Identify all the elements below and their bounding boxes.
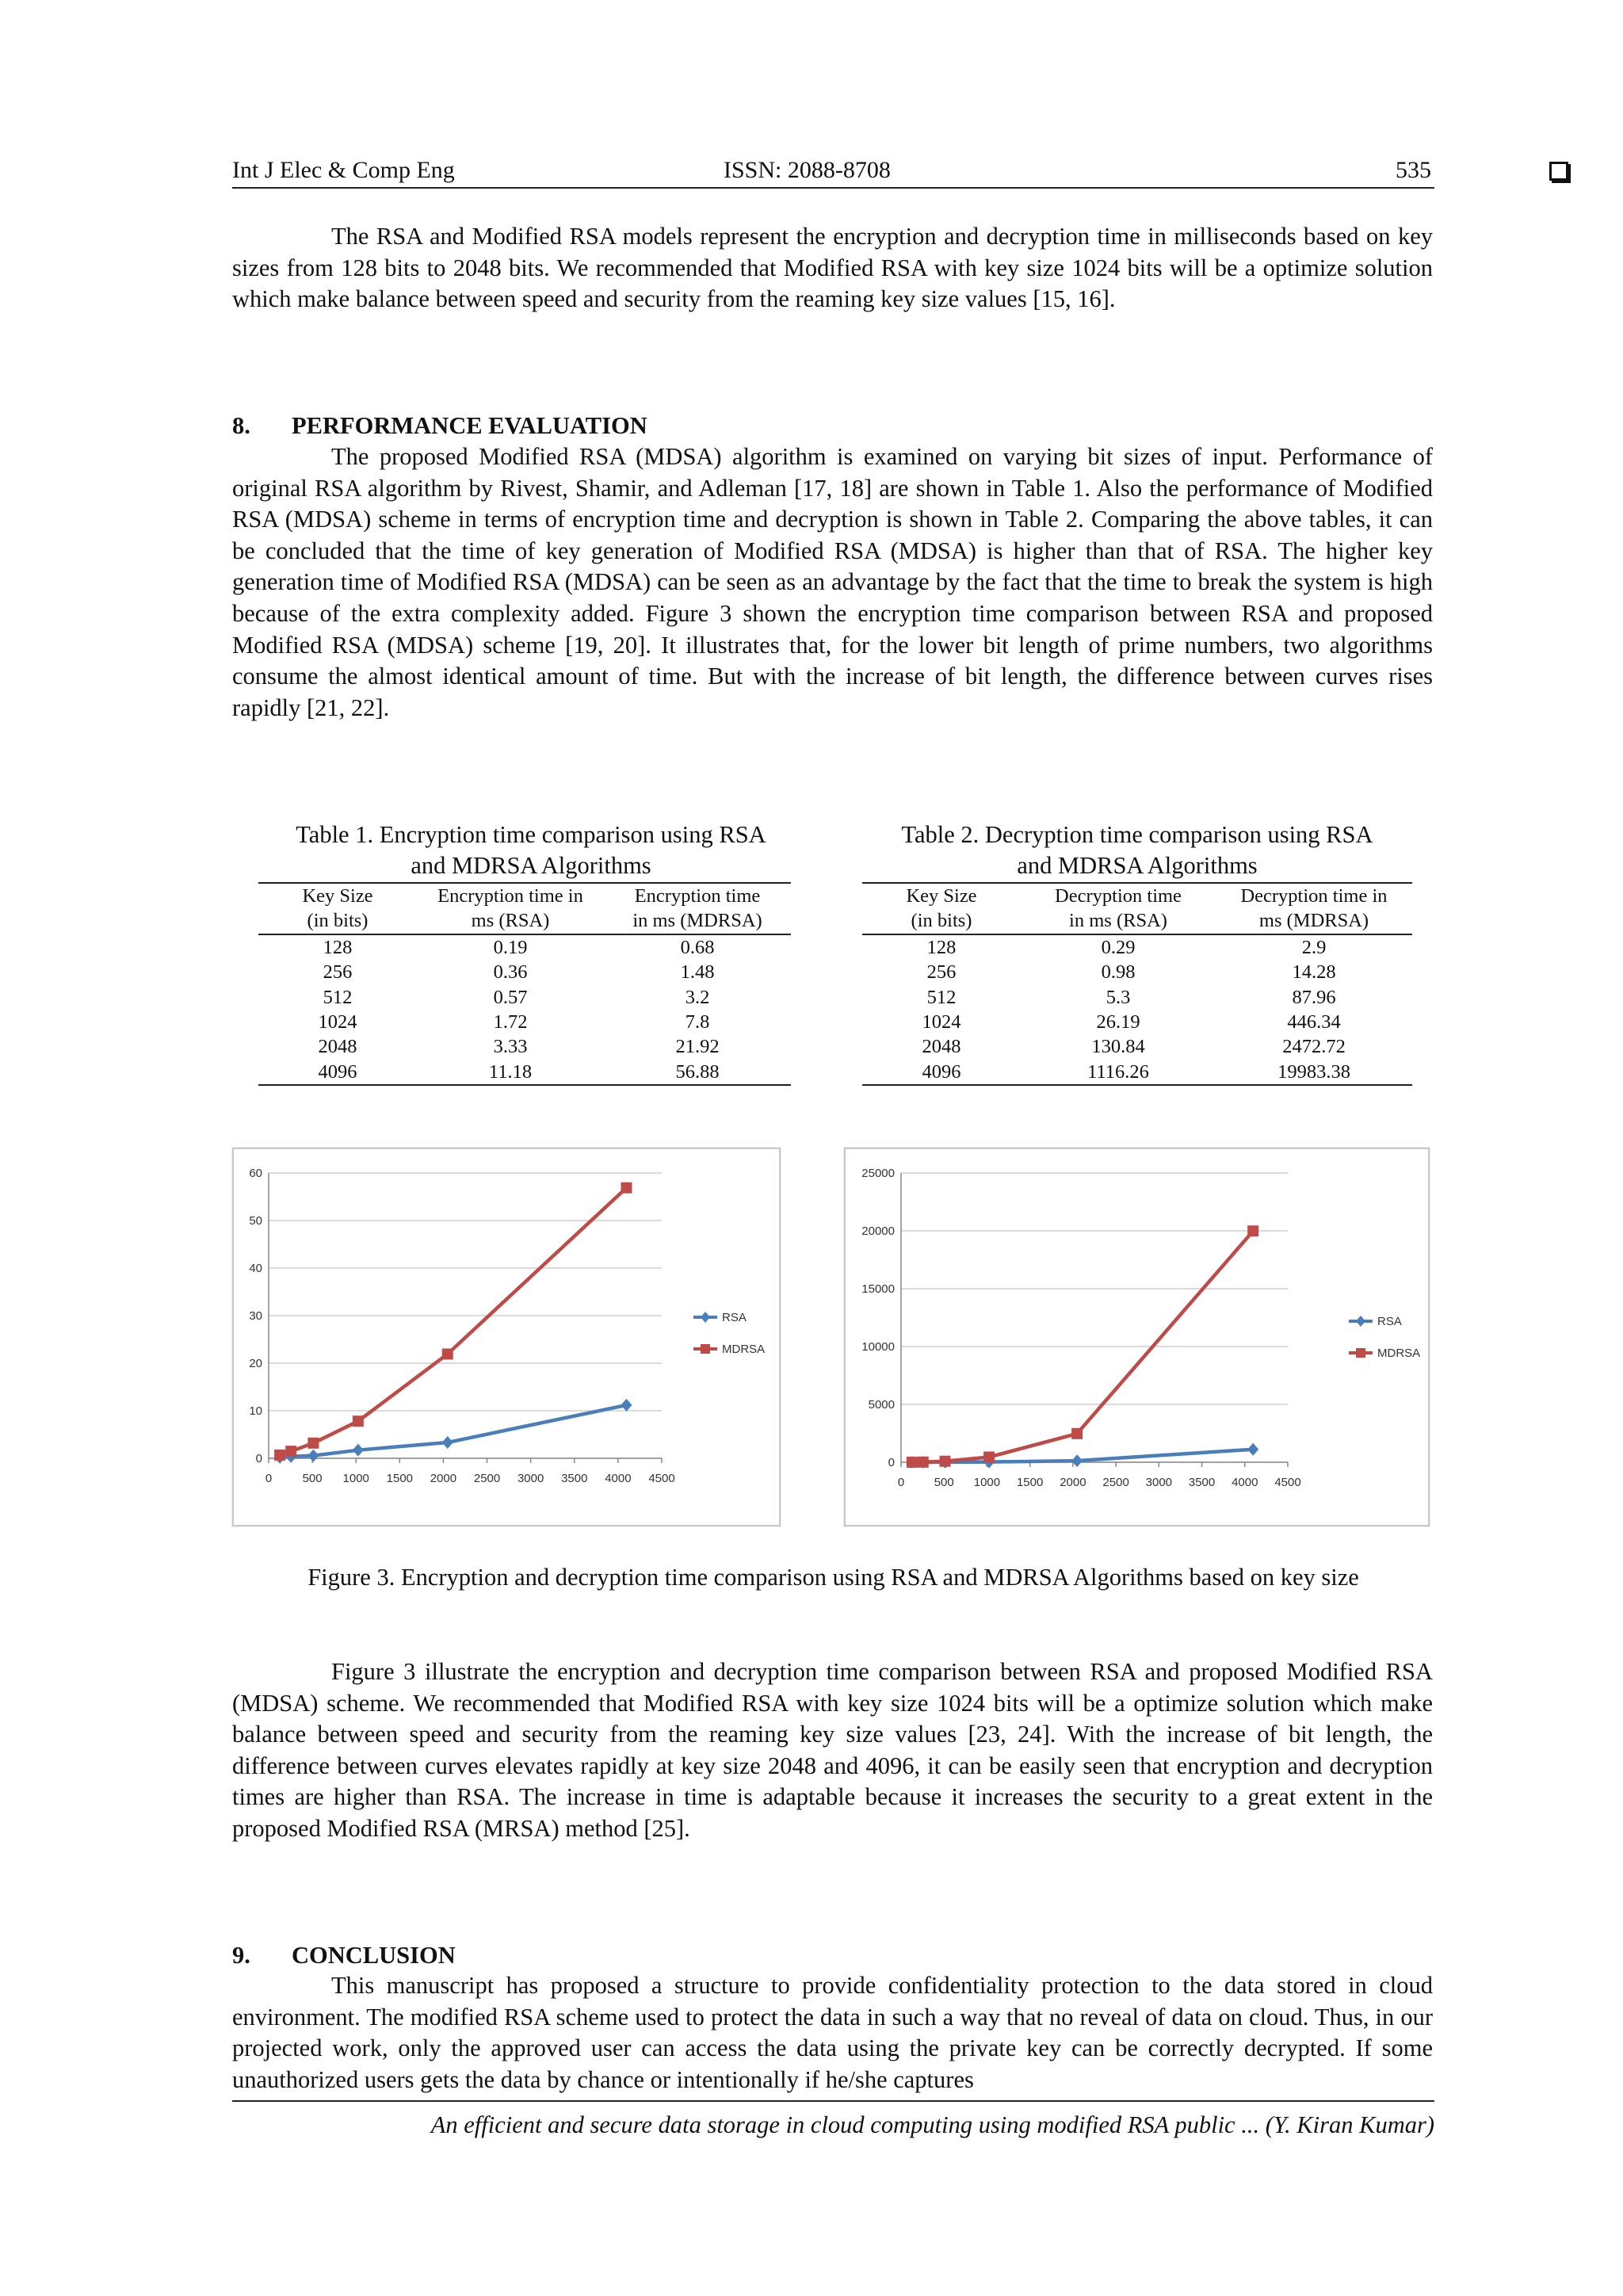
- table-cell: 19983.38: [1216, 1060, 1412, 1085]
- legend-label: RSA: [722, 1311, 747, 1324]
- legend-label: RSA: [1377, 1315, 1402, 1328]
- y-tick-label: 0: [888, 1456, 895, 1469]
- section-title: PERFORMANCE EVALUATION: [292, 412, 647, 439]
- table-cell: 2472.72: [1282, 1036, 1346, 1058]
- data-point-mdrsa: [621, 1182, 632, 1194]
- table-cell: 128: [926, 936, 957, 958]
- x-tick-label: 1000: [973, 1476, 1001, 1489]
- column-header: in ms (MDRSA): [604, 908, 791, 934]
- y-tick-label: 0: [255, 1452, 262, 1465]
- y-tick-label: 15000: [861, 1282, 895, 1296]
- legend-marker-mdrsa: [1356, 1348, 1365, 1358]
- table2: [862, 882, 1412, 1086]
- table-cell: 21.92: [675, 1036, 720, 1058]
- table-row: [862, 1060, 1412, 1085]
- caption-line: and MDRSA Algorithms: [1017, 852, 1258, 879]
- table-cell: 256: [323, 961, 353, 984]
- table-cell: 0.57: [493, 986, 528, 1008]
- section8-paragraph: The proposed Modified RSA (MDSA) algorithm is examined on varying bit sizes of input. Performance of original RSA algorithm by Rivest, Shamir, and Adleman [17, 18] are shown in Table 1. Also the performance of Modified RSA (MDSA) scheme in terms of encryption time and decryption is shown in Table 2. Comparing the above tables, it can be concluded that the time of key generation of Modified RSA (MDSA) is higher than that of RSA. The higher key generation time of Modified RSA (MDSA) can be seen as an advantage by the fact that the time to break the system is high because of the extra complexity added. Figure 3 shown the encryption time comparison between RSA and proposed Modified RSA (MDSA) scheme [19, 20]. It illustrates that, for the lower bit length of prime numbers, two algorithms consume the almost identical amount of time. But with the increase of bit length, the difference between curves rises rapidly [21, 22].: [232, 443, 1433, 721]
- table1-caption: [254, 819, 808, 881]
- data-point-rsa: [621, 1399, 632, 1412]
- x-tick-label: 500: [934, 1476, 954, 1489]
- data-point-mdrsa: [285, 1446, 296, 1457]
- table2-body: [862, 934, 1412, 1085]
- section-number: 9.: [232, 1942, 250, 1969]
- data-point-mdrsa: [274, 1450, 285, 1461]
- figure3-caption: Figure 3. Encryption and decryption time comparison using RSA and MDRSA Algorithms based on key size: [307, 1564, 1359, 1591]
- table-cell: 0.19: [493, 936, 528, 958]
- column-header: ms (MDRSA): [1216, 908, 1412, 934]
- column-header: Key Size: [862, 883, 1021, 908]
- table-row: [258, 934, 791, 960]
- y-tick-label: 20: [249, 1357, 262, 1370]
- table-cell: 87.96: [1292, 986, 1336, 1008]
- table2-caption: [860, 819, 1415, 881]
- page-header: [232, 155, 1434, 189]
- caption-line: and MDRSA Algorithms: [411, 852, 651, 879]
- table-row: [862, 985, 1412, 1010]
- table-cell: 14.28: [1292, 961, 1336, 984]
- data-point-mdrsa: [1071, 1428, 1083, 1439]
- table-cell: 3.33: [493, 1036, 528, 1058]
- data-point-mdrsa: [353, 1415, 364, 1427]
- page-footer: An efficient and secure data storage in cloud computing using modified RSA public ... (Y. Kiran Kumar): [232, 2100, 1434, 2139]
- table-row: [862, 934, 1412, 960]
- table-cell: 2048: [922, 1036, 961, 1058]
- page-number: 535: [1396, 157, 1431, 183]
- caption-line: Table 2. Decryption time comparison using RSA: [901, 821, 1373, 848]
- column-header: Key Size: [258, 883, 417, 908]
- table-cell: 5.3: [1106, 986, 1131, 1008]
- y-tick-label: 20000: [861, 1224, 895, 1238]
- table-row: [258, 960, 791, 984]
- column-header: (in bits): [862, 908, 1021, 934]
- x-tick-label: 500: [302, 1472, 323, 1485]
- caption-line: Table 1. Encryption time comparison using RSA: [296, 821, 766, 848]
- table-cell: 4096: [258, 1060, 417, 1085]
- section-title: CONCLUSION: [292, 1942, 456, 1969]
- x-tick-label: 4000: [1232, 1476, 1258, 1489]
- section9-paragraph: This manuscript has proposed a structure to provide confidentiality protection to the data stored in cloud environment. The modified RSA scheme used to protect the data in such a way that no reveal of data on cloud. Thus, in our projected work, only the approved user can access the data using the private key can be correctly decrypted. If some unauthorized users gets the data by chance or intentionally if he/she captures: [232, 1972, 1433, 2093]
- legend-label: MDRSA: [1377, 1347, 1421, 1360]
- decryption-chart-svg: [846, 1149, 1428, 1525]
- legend-label: MDRSA: [722, 1343, 766, 1356]
- table-cell: 2.9: [1301, 936, 1327, 958]
- table-cell: 2048: [318, 1036, 357, 1058]
- data-point-mdrsa: [1247, 1225, 1258, 1236]
- x-tick-label: 1500: [1016, 1476, 1044, 1489]
- encryption-chart: [232, 1148, 781, 1526]
- data-point-rsa: [1247, 1443, 1258, 1456]
- section-number: 8.: [232, 412, 250, 439]
- table-cell: 11.18: [417, 1060, 604, 1085]
- table-cell: 56.88: [604, 1060, 791, 1085]
- table-cell: 0.68: [680, 936, 715, 958]
- table-cell: 4096: [862, 1060, 1021, 1085]
- section-heading-8: [232, 410, 647, 441]
- data-point-mdrsa: [907, 1457, 918, 1468]
- table-cell: 446.34: [1287, 1011, 1341, 1033]
- x-tick-label: 3500: [1188, 1476, 1216, 1489]
- data-point-rsa: [353, 1444, 364, 1457]
- legend-marker-mdrsa: [701, 1344, 710, 1354]
- table-row: [862, 1010, 1412, 1034]
- table-row: [862, 960, 1412, 984]
- column-header: in ms (RSA): [1021, 908, 1216, 934]
- x-tick-label: 1000: [342, 1472, 369, 1485]
- table-cell: 0.36: [493, 961, 528, 984]
- table-cell: 1.48: [680, 961, 715, 984]
- table-cell: 3.2: [685, 986, 710, 1008]
- column-header: ms (RSA): [417, 908, 604, 934]
- table-cell: 26.19: [1096, 1011, 1140, 1033]
- table-cell: 512: [926, 986, 957, 1008]
- table-cell: 256: [926, 961, 957, 984]
- x-tick-label: 0: [897, 1476, 905, 1489]
- legend-marker-rsa: [701, 1312, 710, 1323]
- x-tick-label: 4000: [605, 1472, 632, 1485]
- x-tick-label: 4500: [648, 1472, 675, 1485]
- table-cell: 0.29: [1101, 936, 1136, 958]
- data-point-mdrsa: [940, 1456, 951, 1467]
- y-tick-label: 10: [249, 1404, 262, 1418]
- encryption-chart-svg: [234, 1149, 779, 1525]
- y-tick-label: 5000: [868, 1398, 895, 1412]
- data-point-mdrsa: [918, 1457, 929, 1468]
- table-cell: 512: [323, 986, 353, 1008]
- data-point-mdrsa: [307, 1438, 319, 1449]
- table-cell: 128: [323, 936, 353, 958]
- table-cell: 0.98: [1101, 961, 1136, 984]
- legend-marker-rsa: [1356, 1316, 1365, 1327]
- issn: ISSN: 2088-8708: [724, 157, 891, 183]
- table-cell: 1024: [922, 1011, 961, 1033]
- y-tick-label: 25000: [861, 1167, 895, 1180]
- x-tick-label: 0: [265, 1472, 273, 1485]
- table-row: [258, 1060, 791, 1085]
- table-cell: 130.84: [1091, 1036, 1145, 1058]
- column-header: Encryption time in: [417, 883, 604, 908]
- journal-name: Int J Elec & Comp Eng: [232, 157, 455, 183]
- x-tick-label: 3000: [517, 1472, 544, 1485]
- x-tick-label: 2500: [1102, 1476, 1129, 1489]
- table-row: [258, 1034, 791, 1059]
- table-row: [258, 985, 791, 1010]
- data-point-mdrsa: [442, 1348, 453, 1359]
- table-cell: 1024: [318, 1011, 357, 1033]
- data-point-mdrsa: [983, 1451, 995, 1462]
- x-tick-label: 4500: [1274, 1476, 1301, 1489]
- table-cell: 1116.26: [1021, 1060, 1216, 1085]
- table1: [258, 882, 791, 1086]
- y-tick-label: 60: [249, 1167, 262, 1180]
- table-row: [258, 1010, 791, 1034]
- column-header: Decryption time: [1021, 883, 1216, 908]
- table-cell: 7.8: [685, 1011, 710, 1033]
- x-tick-label: 3500: [561, 1472, 588, 1485]
- column-header: (in bits): [258, 908, 417, 934]
- x-tick-label: 2500: [473, 1472, 501, 1485]
- x-tick-label: 2000: [1060, 1476, 1086, 1489]
- figure3-discussion-paragraph: Figure 3 illustrate the encryption and decryption time comparison between RSA and proposed Modified RSA (MDSA) scheme. We recommended that Modified RSA with key size 1024 bits will be a optimize solution which make balance between speed and security from the reaming key size values [23, 24]. With the increase of bit length, the difference between curves elevates rapidly at key size 2048 and 4096, it can be easily seen that encryption and decryption times are higher than RSA. The increase in time is adaptable because it increases the security to a great extent in the proposed Modified RSA (MRSA) method [25].: [232, 1658, 1433, 1842]
- data-point-rsa: [307, 1450, 319, 1462]
- column-header: Encryption time: [604, 883, 791, 908]
- y-tick-label: 40: [249, 1262, 262, 1275]
- intro-paragraph: The RSA and Modified RSA models represent the encryption and decryption time in milliseconds based on key sizes from 128 bits to 2048 bits. We recommended that Modified RSA with key size 1024 bits will be a optimize solution which make balance between speed and security from the reaming key size values [15, 16].: [232, 223, 1433, 313]
- table-cell: 1.72: [493, 1011, 528, 1033]
- square-bullet-icon: [1549, 162, 1568, 181]
- section-heading-9: [232, 1939, 456, 1971]
- data-point-rsa: [442, 1436, 453, 1449]
- decryption-chart: [844, 1148, 1430, 1526]
- y-tick-label: 30: [249, 1309, 262, 1323]
- series-line-rsa: [280, 1405, 626, 1457]
- x-tick-label: 1500: [386, 1472, 414, 1485]
- table-row: [862, 1034, 1412, 1059]
- column-header: Decryption time in: [1216, 883, 1412, 908]
- x-tick-label: 3000: [1145, 1476, 1173, 1489]
- y-tick-label: 50: [249, 1214, 262, 1228]
- table1-body: [258, 934, 791, 1085]
- y-tick-label: 10000: [861, 1340, 895, 1354]
- x-tick-label: 2000: [430, 1472, 457, 1485]
